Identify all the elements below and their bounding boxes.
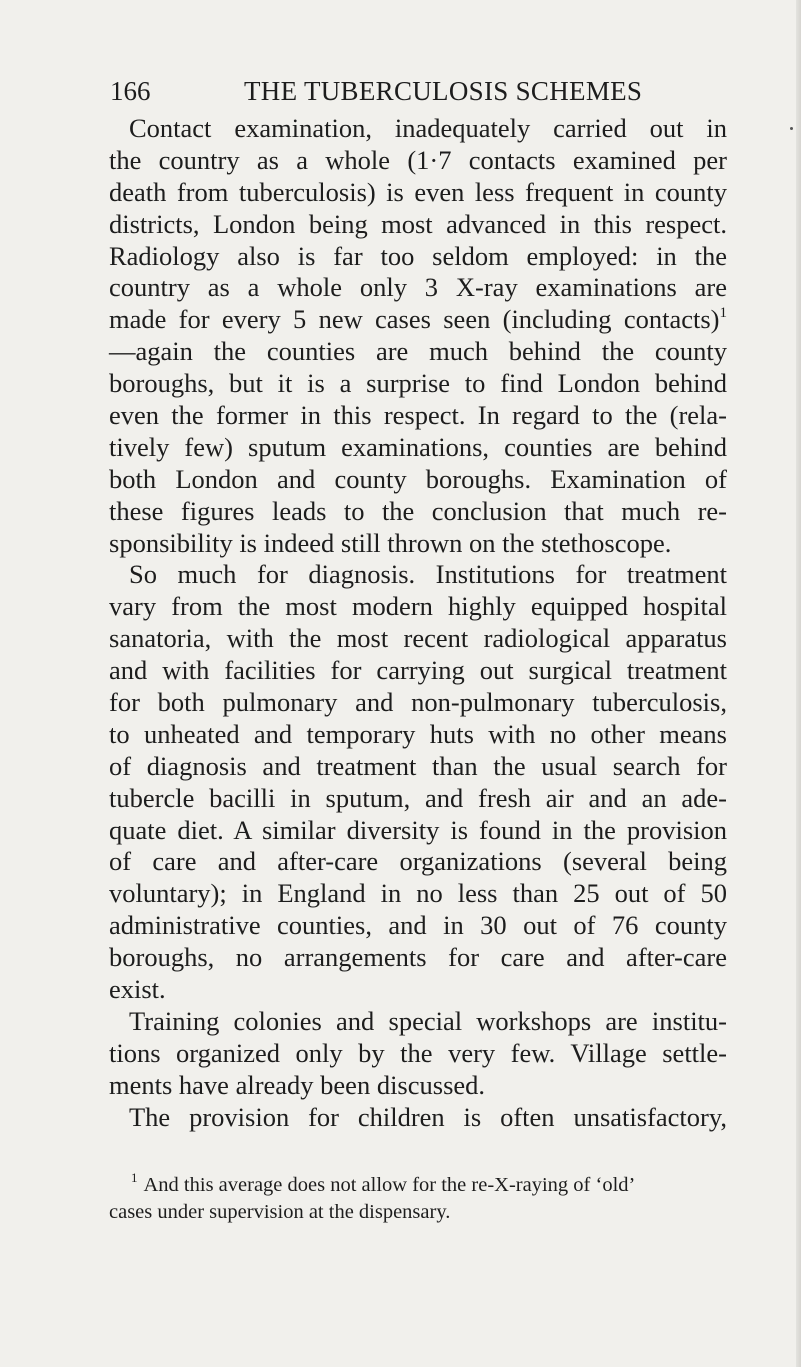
body-text: [109, 113, 727, 1134]
page-number: 166: [110, 76, 151, 106]
text-line: and with facilities for carrying out surgical treatment: [109, 655, 727, 686]
text-line: Training colonies and special workshops are institu-: [129, 1005, 727, 1036]
text-line: the country as a whole (1·7 contacts examined per: [109, 144, 727, 175]
text-line: these figures leads to the conclusion that much re-: [109, 495, 727, 526]
text-line: ments have already been discussed.: [109, 1069, 486, 1100]
text-line: of care and after-care organizations (several being: [109, 846, 727, 877]
text-line: of diagnosis and treatment than the usual search for: [109, 750, 727, 781]
text-line: exist.: [109, 974, 166, 1005]
text-line: country as a whole only 3 X-ray examinations are: [109, 272, 727, 303]
page-header: [110, 74, 722, 108]
text-line: to unheated and temporary huts with no other means: [109, 718, 727, 749]
text-line: quate diet. A similar diversity is found in the provision: [109, 814, 727, 845]
text-line: Radiology also is far too seldom employed: in the: [109, 240, 727, 271]
text-line: tubercle bacilli in sputum, and fresh air and an ade-: [109, 782, 727, 813]
footnote: [109, 1172, 727, 1226]
text-line: The provision for children is often unsatisfactory,: [129, 1101, 727, 1132]
page-speck: [790, 127, 793, 130]
text-line: tively few) sputum examinations, counties are behind: [109, 431, 727, 462]
text-line: both London and county boroughs. Examination of: [109, 463, 727, 494]
text-line: districts, London being most advanced in this respect.: [109, 208, 727, 239]
text-line: —again the counties are much behind the county: [109, 336, 727, 367]
footnote-text: And this average does not allow for the re-X-raying of ‘old’: [143, 1174, 636, 1196]
footnote-line: cases under supervision at the dispensary.: [109, 1201, 451, 1223]
text-line: sanatoria, with the most recent radiological apparatus: [109, 623, 727, 654]
text-line: sponsibility is indeed still thrown on the stethoscope.: [109, 527, 672, 558]
text-line: death from tuberculosis) is even less frequent in county: [109, 176, 727, 207]
text-line: So much for diagnosis. Institutions for treatment: [129, 559, 727, 590]
footnote-line: [109, 1172, 727, 1199]
text-line: even the former in this respect. In regard to the (rela-: [109, 400, 727, 431]
footnote-reference: 1: [719, 305, 727, 322]
running-title: THE TUBERCULOSIS SCHEMES: [244, 76, 643, 106]
text-line: for both pulmonary and non-pulmonary tuberculosis,: [109, 687, 727, 718]
text-line: voluntary); in England in no less than 25 out of 50: [109, 878, 727, 909]
text-line: administrative counties, and in 30 out of 76 county: [109, 910, 727, 941]
text-line: boroughs, but it is a surprise to find London behind: [109, 368, 727, 399]
text-line: boroughs, no arrangements for care and after-care: [109, 942, 727, 973]
text-line: Contact examination, inadequately carried out in: [129, 113, 727, 143]
text-line: tions organized only by the very few. Village settle-: [109, 1037, 727, 1068]
text-line: vary from the most modern highly equipped hospital: [109, 591, 727, 622]
footnote-marker: 1: [131, 1170, 138, 1185]
text-line-content: made for every 5 new cases seen (including contacts): [109, 304, 720, 335]
page-edge: [796, 0, 801, 1367]
text-line-with-footnote: [109, 304, 727, 336]
